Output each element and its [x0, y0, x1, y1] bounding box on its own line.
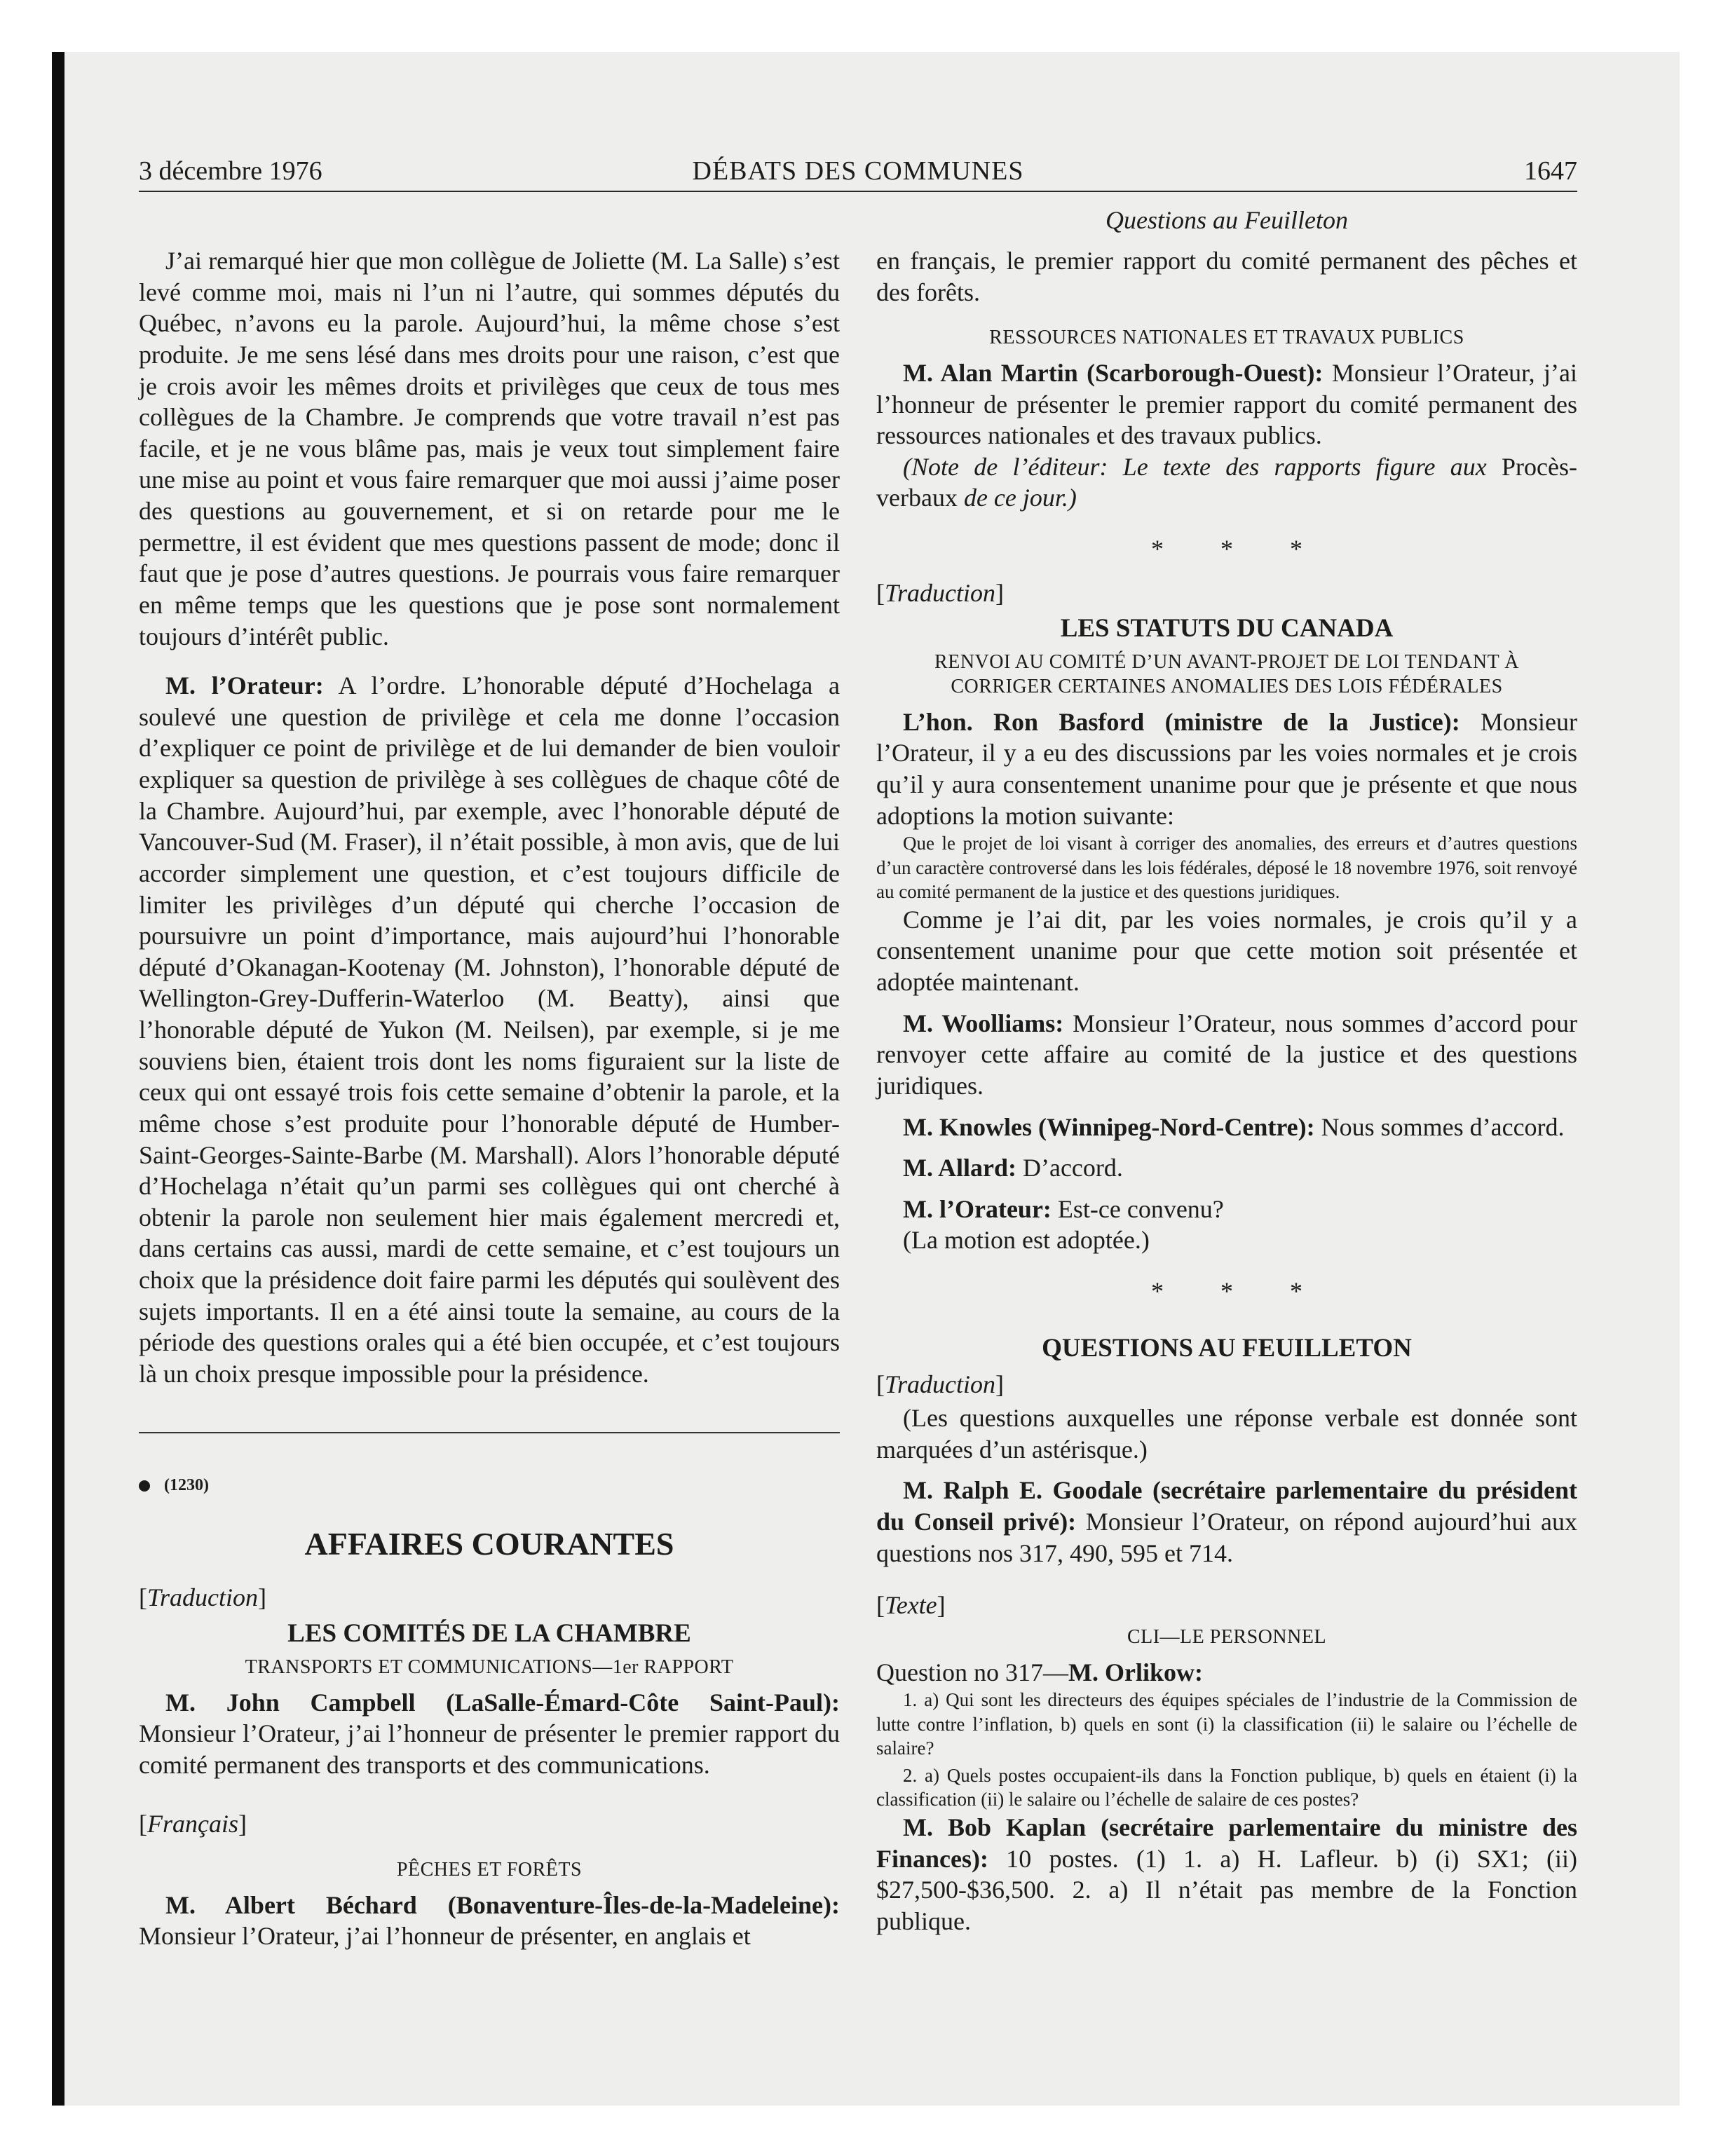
scan-edge-bar [52, 52, 64, 2106]
speech-goodale [876, 1475, 1577, 1569]
speech-orateur [876, 1194, 1577, 1225]
paragraph: (Les questions auxquelles une réponse verbale est donnée sont marquées d’un astérisque.) [876, 1404, 1577, 1464]
speaker-name: M. Orlikow: [1068, 1658, 1203, 1686]
right-column [876, 245, 1577, 1937]
speech-text: Nous sommes d’accord. [1321, 1112, 1565, 1141]
speech-knowles [876, 1112, 1577, 1143]
subsection-heading: QUESTIONS AU FEUILLETON [1042, 1333, 1412, 1363]
speaker-name: M. Alan Martin (Scarborough-Ouest): [903, 358, 1324, 387]
speech-martin [876, 357, 1577, 451]
speech-bechard [139, 1890, 840, 1952]
speaker-name: M. Bob Kaplan (secrétaire parlementaire du ministre des Finances): [876, 1813, 1577, 1873]
speech-orateur [139, 670, 840, 1389]
speech-kaplan [876, 1812, 1577, 1937]
language-tag: [Traduction] [876, 578, 1005, 607]
speech-basford [876, 707, 1577, 832]
speech-text: Est-ce convenu? [1057, 1194, 1224, 1223]
speaker-name: M. Allard: [903, 1154, 1016, 1182]
motion-quote: Que le projet de loi visant à corriger des anomalies, des erreurs et d’autres questions d’un caractère controversé dans les lois fédérales, déposé le 18 novembre 1976, soit renvoyé au comité permanent de la justice et des questions juridiques. [876, 833, 1577, 903]
speech-text: D’accord. [1022, 1154, 1123, 1182]
speaker-name: M. Woolliams: [903, 1009, 1064, 1037]
speech-text: Monsieur l’Orateur, nous sommes d’accord pour renvoyer cette affaire au comité de la justice et des questions juridiques. [876, 1009, 1577, 1100]
header-page-number: 1647 [1524, 156, 1577, 186]
left-column [139, 245, 840, 1952]
speech-text: Monsieur l’Orateur, j’ai l’honneur de présenter le premier rapport du comité permanent des transports et des communications. [139, 1719, 840, 1779]
subtopic-heading: RESSOURCES NATIONALES ET TRAVAUX PUBLICS [989, 327, 1464, 349]
speech-text: 10 postes. (1) 1. a) H. Lafleur. b) (i) SX1; (ii) $27,500-$36,500. 2. a) Il n’était pas membre de la Fonction publique. [876, 1844, 1578, 1935]
speaker-name: L’hon. Ron Basford (ministre de la Justice): [903, 707, 1460, 736]
section-separator: * * * [1151, 535, 1328, 564]
subtopic-heading: PÊCHES ET FORÊTS [396, 1859, 583, 1881]
paragraph: en français, le premier rapport du comité permanent des pêches et des forêts. [876, 247, 1577, 306]
speech-text: Monsieur l’Orateur, j’ai l’honneur de présenter, en anglais et [139, 1922, 751, 1951]
speaker-name: M. Knowles (Winnipeg-Nord-Centre): [903, 1112, 1315, 1141]
subtopic-heading: RENVOI AU COMITÉ D’UN AVANT-PROJET DE LOI TENDANT À CORRIGER CERTAINES ANOMALIES DES LOIS FÉDÉRALES [934, 651, 1519, 697]
speech-text: Monsieur l’Orateur, on répond aujourd’hui aux questions nos 317, 490, 595 et 714. [876, 1508, 1578, 1567]
speech-text: Monsieur l’Orateur, il y a eu des discussions par les voies normales et je crois qu’il y aura consentement unanime pour que je présente et que nous adoptions la motion suivante: [876, 707, 1577, 830]
section-rule [139, 1432, 840, 1433]
speaker-name: M. l’Orateur: [903, 1194, 1052, 1223]
speech-woolliams [876, 1008, 1577, 1102]
motion-result: (La motion est adoptée.) [903, 1226, 1150, 1255]
speech-allard [876, 1152, 1577, 1184]
subtopic-heading: CLI—LE PERSONNEL [1127, 1625, 1327, 1648]
speaker-name: M. Albert Béchard (Bonaventure-Îles-de-la-Madeleine): [165, 1890, 840, 1919]
header-title: DÉBATS DES COMMUNES [692, 156, 1024, 186]
language-tag: [Traduction] [876, 1370, 1005, 1398]
question-item: 2. a) Quels postes occupaient-ils dans la Fonction publique, b) quels en étaient (i) la classification (ii) le salaire ou l’échelle de salaire de ces postes? [876, 1764, 1577, 1810]
speech-text: Monsieur l’Orateur, j’ai l’honneur de présenter le premier rapport du comité permanent des ressources nationales et des travaux publics. [876, 358, 1577, 450]
header-date: 3 décembre 1976 [139, 156, 322, 186]
subtopic-heading: TRANSPORTS ET COMMUNICATIONS—1er RAPPORT [245, 1656, 734, 1678]
paragraph: J’ai remarqué hier que mon collègue de Joliette (M. La Salle) s’est levé comme moi, mais ni l’un ni l’autre, qui sommes députés du Québec, n’avons eu la parole. Aujourd’hui, la même chose s’est produite. Je me sens lésé dans mes droits pour une raison, c’est que je crois avoir les mêmes droits et privilèges que ceux de tous mes collègues de la Chambre. Je comprends que votre travail n’est pas facile, et je ne vous blâme pas, mais je veux tout simplement faire une mise au point et vous faire remarquer que moi aussi j’aime poser des questions au gouvernement, et si on retarde pour me le permettre, il est évident que mes questions passent de mode; donc il faut que je pose d’autres questions. Je pourrais vous faire remarquer en même temps que les questions que je pose sont normalement toujours d’intérêt public. [139, 247, 840, 650]
speaker-name: M. John Campbell (LaSalle-Émard-Côte Saint-Paul): [165, 1688, 840, 1717]
bullet-icon [139, 1480, 150, 1492]
speech-campbell [139, 1687, 840, 1781]
language-tag: [Traduction] [139, 1583, 267, 1612]
page-header [139, 154, 1577, 192]
time-marker: (1230) [139, 1475, 840, 1496]
section-separator: * * * [1151, 1277, 1328, 1306]
subsection-heading: LES STATUTS DU CANADA [1060, 614, 1394, 643]
speaker-name: M. Ralph E. Goodale (secrétaire parlementaire du président du Conseil privé): [876, 1476, 1577, 1536]
language-tag: [Français] [139, 1810, 247, 1838]
question-item: 1. a) Qui sont les directeurs des équipes spéciales de l’industrie de la Commission de lutte contre l’inflation, b) quels en sont (i) la classification (ii) le salaire ou l’échelle de salaire? [876, 1689, 1577, 1759]
paragraph: Comme je l’ai dit, par les voies normales, je crois qu’il y a consentement unanime pour que cette motion soit présentée et adoptée maintenant. [876, 905, 1577, 997]
section-heading: AFFAIRES COURANTES [304, 1526, 674, 1562]
speaker-name: M. l’Orateur: [165, 671, 324, 700]
subsection-heading: LES COMITÉS DE LA CHAMBRE [287, 1618, 691, 1648]
speech-text: A l’ordre. L’honorable député d’Hochelaga a soulevé une question de privilège et cela me donne l’occasion d’expliquer ce point de privilège et de lui demander de bien vouloir expliquer sa question de privilège à ses collègues de chaque côté de la Chambre. Aujourd’hui, par exemple, avec l’honorable député de Vancouver-Sud (M. Fraser), il n’était possible, à mon avis, que de lui accorder simplement une question, et c’est toujours difficile de limiter les privilèges d’un député qui cherche l’occasion de poursuivre un point d’importance, mais aujourd’hui l’honorable député d’Okanagan-Kootenay (M. Johnston), l’honorable député de Wellington-Grey-Dufferin-Waterloo (M. Beatty), ainsi que l’honorable député de Yukon (M. Neilsen), par exemple, si je me souviens bien, étaient trois dont les noms figuraient sur la liste de ceux qui ont essayé trois fois cette semaine d’obtenir la parole, et la même chose s’est produite pour l’honorable député de Humber-Saint-Georges-Sainte-Barbe (M. Marshall). Alors l’honorable député d’Hochelaga n’était qu’un parmi ses collègues qui ont cherché à obtenir la parole non seulement hier mais également mercredi et, dans certains cas aussi, mardi de cette semaine, et c’est toujours un choix que la présidence doit faire parmi les députés qui soulèvent des sujets importants. Il en a été ainsi toute la semaine, au cours de la période des questions orales qui a été bien occupée, et c’est toujours là un choix presque impossible pour la présidence. [139, 671, 841, 1388]
editor-note: (Note de l’éditeur: Le texte des rapports figure aux Procès-verbaux de ce jour.) [876, 452, 1577, 512]
question-heading: Question no 317—M. Orlikow: [876, 1658, 1203, 1686]
running-head: Questions au Feuilleton [1105, 206, 1348, 234]
language-tag: [Texte] [876, 1591, 946, 1620]
